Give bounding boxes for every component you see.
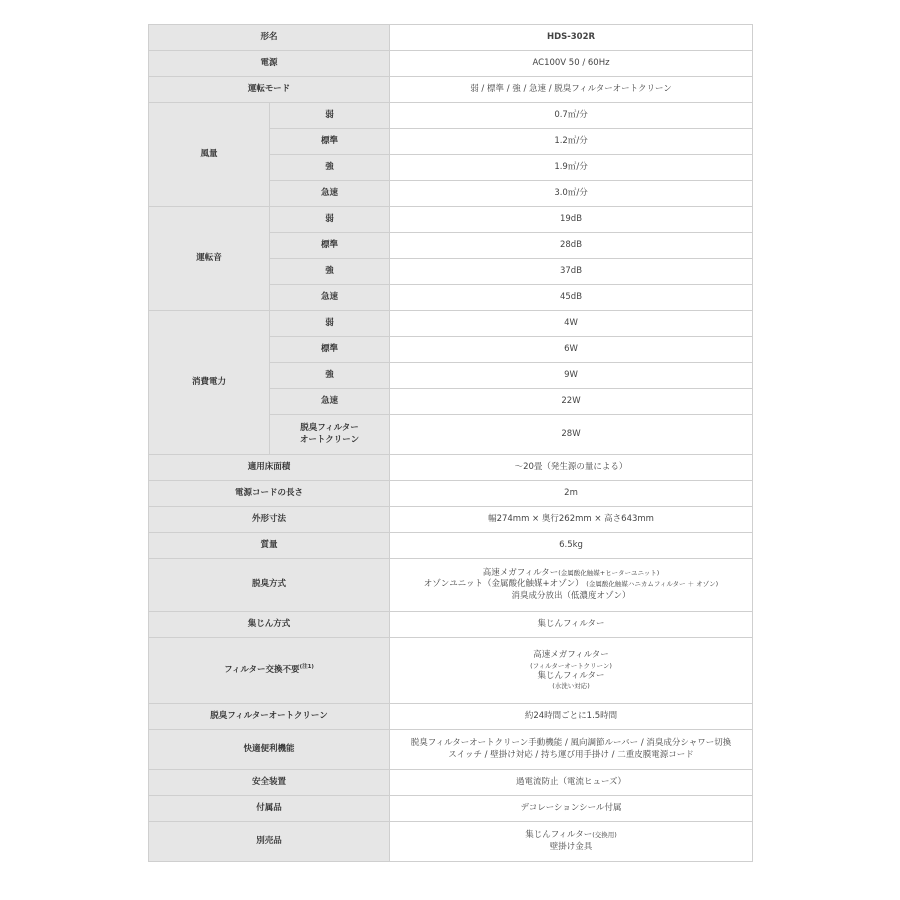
operation-mode-value: 弱 / 標準 / 強 / 急速 / 脱臭フィルターオートクリーン [390, 77, 753, 103]
convenience-label: 快適便利機能 [149, 730, 390, 770]
airflow-mode: 標準 [270, 129, 390, 155]
power-mode: 強 [270, 363, 390, 389]
noise-value: 45dB [390, 285, 753, 311]
row-safety [149, 770, 753, 796]
sold-separately-value [390, 822, 753, 862]
power-value: 6W [390, 337, 753, 363]
power-source-label: 電源 [149, 51, 390, 77]
convenience-value [390, 730, 753, 770]
dimensions-value: 幅274mm × 奥行262mm × 高さ643mm [390, 507, 753, 533]
airflow-mode: 強 [270, 155, 390, 181]
row-power-source [149, 51, 753, 77]
accessories-value: デコレーションシール付属 [390, 796, 753, 822]
power-mode: 標準 [270, 337, 390, 363]
convenience-line: 脱臭フィルターオートクリーン手動機能 / 風向調節ルーバー / 消臭成分シャワー切換 [410, 738, 732, 749]
weight-label: 質量 [149, 533, 390, 559]
power-value: 4W [390, 311, 753, 337]
row-operation-mode [149, 77, 753, 103]
row-accessories [149, 796, 753, 822]
cord-length-label: 電源コードの長さ [149, 481, 390, 507]
row-airflow-weak [149, 103, 753, 129]
airflow-value: 0.7㎥/分 [390, 103, 753, 129]
model-label: 形名 [149, 25, 390, 51]
airflow-value: 1.2㎥/分 [390, 129, 753, 155]
sold-separately-line [394, 830, 748, 841]
deodorizing-line: 消臭成分放出（低濃度オゾン） [511, 590, 631, 601]
dust-method-label: 集じん方式 [149, 612, 390, 638]
noise-value: 19dB [390, 207, 753, 233]
deodorizing-method-value [390, 559, 753, 612]
operation-mode-label: 運転モード [149, 77, 390, 103]
airflow-value: 1.9㎥/分 [390, 155, 753, 181]
airflow-value: 3.0㎥/分 [390, 181, 753, 207]
row-cord-length [149, 481, 753, 507]
dust-method-value: 集じんフィルター [390, 612, 753, 638]
power-mode: 急速 [270, 389, 390, 415]
row-model [149, 25, 753, 51]
safety-value: 過電流防止（電流ヒューズ） [390, 770, 753, 796]
filter-free-label: フィルター交換不要 [224, 664, 300, 675]
dimensions-label: 外形寸法 [149, 507, 390, 533]
power-value: 28W [390, 415, 753, 455]
row-weight [149, 533, 753, 559]
deodorizing-line [394, 568, 748, 579]
noise-label: 運転音 [149, 207, 270, 311]
row-auto-clean [149, 704, 753, 730]
sold-separately-line: 壁掛け金具 [549, 841, 593, 852]
airflow-label: 風量 [149, 103, 270, 207]
power-value: 9W [390, 363, 753, 389]
row-deodorizing-method [149, 559, 753, 612]
row-sold-separately [149, 822, 753, 862]
filter-free-line: 集じんフィルター [537, 670, 605, 681]
airflow-mode: 急速 [270, 181, 390, 207]
filter-free-value [390, 638, 753, 704]
deodorizing-main: オゾンユニット（金属酸化触媒+オゾン） [423, 579, 584, 590]
noise-mode: 標準 [270, 233, 390, 259]
row-dust-method [149, 612, 753, 638]
auto-clean-value: 約24時間ごとに1.5時間 [390, 704, 753, 730]
footnote-marker: (注1) [299, 663, 314, 670]
power-mode: 弱 [270, 311, 390, 337]
deodorizing-method-label: 脱臭方式 [149, 559, 390, 612]
noise-value: 37dB [390, 259, 753, 285]
filter-free-line: (水洗い対応) [552, 681, 590, 690]
model-value: HDS-302R [390, 25, 753, 51]
deodorizing-note: (金属酸化触媒+ヒーターユニット) [558, 568, 660, 577]
deodorizing-main: 高速メガフィルター [482, 567, 559, 578]
deodorizing-note: (金属酸化触媒ハニカムフィルター ＋ オゾン) [586, 580, 719, 589]
sold-separately-main: 集じんフィルター [525, 830, 593, 841]
noise-mode: 弱 [270, 207, 390, 233]
power-mode-autoclean [270, 415, 390, 455]
sold-separately-label: 別売品 [149, 822, 390, 862]
filter-free-line: 高速メガフィルター [533, 650, 609, 661]
row-noise-weak [149, 207, 753, 233]
noise-mode: 急速 [270, 285, 390, 311]
power-source-value: AC100V 50 / 60Hz [390, 51, 753, 77]
spec-table [148, 24, 753, 862]
power-mode-line: オートクリーン [299, 434, 360, 445]
row-convenience [149, 730, 753, 770]
weight-value: 6.5kg [390, 533, 753, 559]
deodorizing-line [394, 579, 748, 590]
row-floor-area [149, 455, 753, 481]
row-dimensions [149, 507, 753, 533]
auto-clean-label: 脱臭フィルターオートクリーン [149, 704, 390, 730]
convenience-line: スイッチ / 壁掛け対応 / 持ち運び用手掛け / 二重皮膜電源コード [448, 749, 694, 760]
accessories-label: 付属品 [149, 796, 390, 822]
row-filter-free [149, 638, 753, 704]
safety-label: 安全装置 [149, 770, 390, 796]
noise-mode: 強 [270, 259, 390, 285]
floor-area-value: ～20畳（発生源の量による） [390, 455, 753, 481]
power-value: 22W [390, 389, 753, 415]
noise-value: 28dB [390, 233, 753, 259]
filter-free-label-cell [149, 638, 390, 704]
airflow-mode: 弱 [270, 103, 390, 129]
floor-area-label: 適用床面積 [149, 455, 390, 481]
power-mode-line: 脱臭フィルター [300, 423, 359, 434]
power-consumption-label: 消費電力 [149, 311, 270, 455]
cord-length-value: 2m [390, 481, 753, 507]
filter-free-line: (フィルターオートクリーン) [530, 661, 612, 670]
sold-separately-note: (交換用) [592, 831, 617, 840]
row-power-weak [149, 311, 753, 337]
